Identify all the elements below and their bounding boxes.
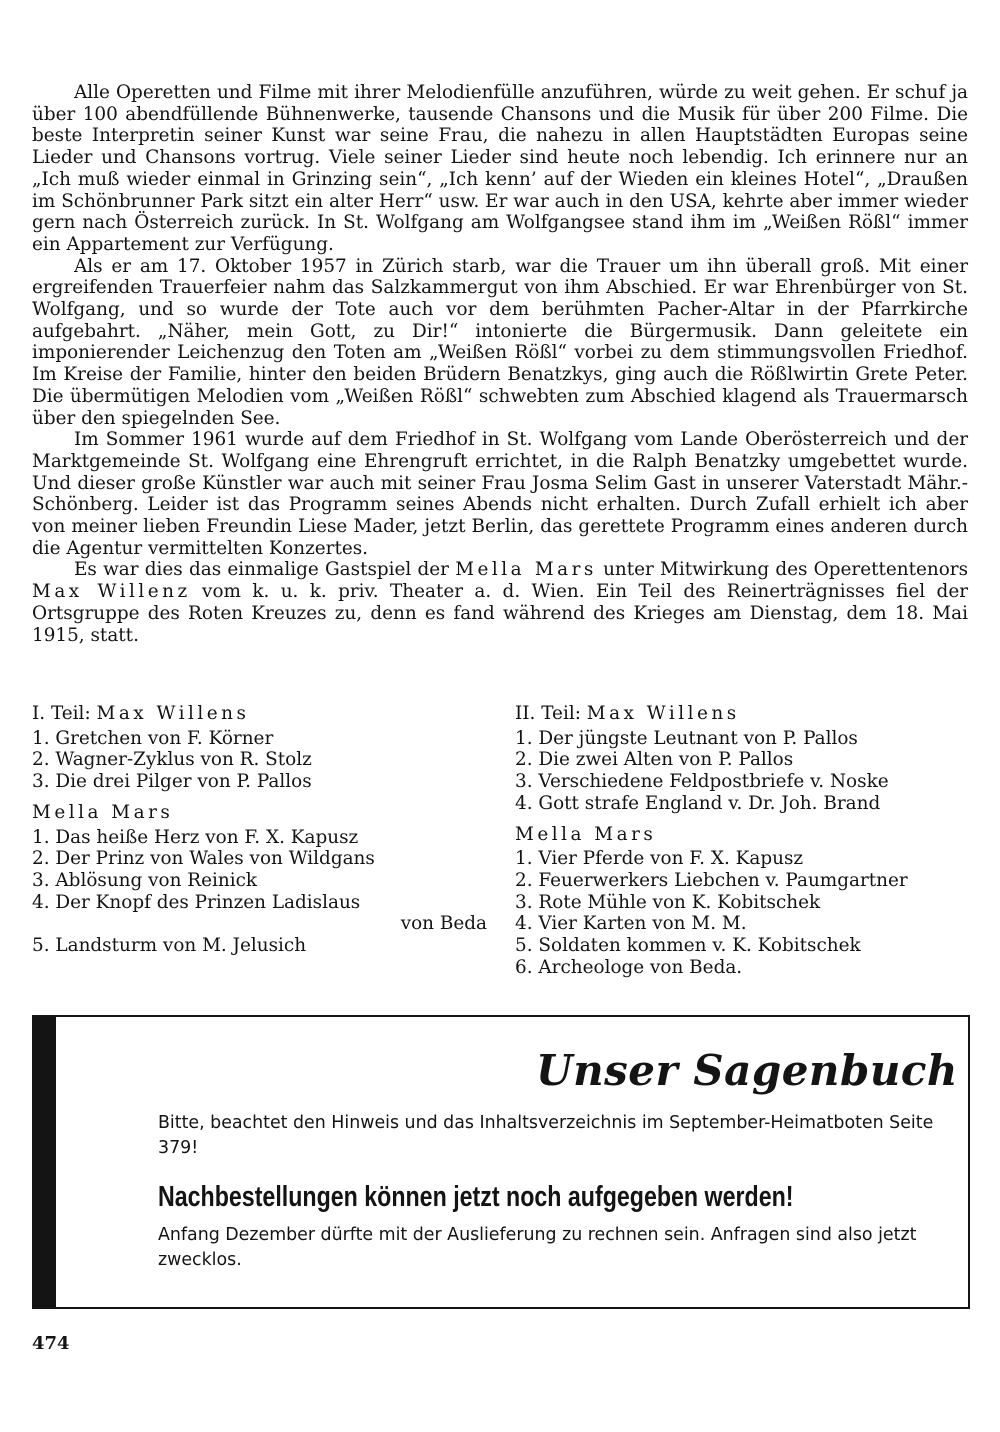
list-item: 2. Die zwei Alten von P. Pallos bbox=[515, 749, 794, 771]
list-item: 4. Vier Karten von M. M. bbox=[515, 913, 747, 935]
performer-name-max-willenz: Max Willenz bbox=[32, 581, 191, 603]
paragraph-4-part-c: vom k. u. k. priv. Theater a. d. Wien. Ein Teil des Reinerträgnisses fiel der Ortsgruppe des Roten Kreuzes zu, denn es fand während des Krieges am Dienstag, dem 18. Mai 1915, statt. bbox=[32, 581, 968, 646]
list-item: 5. Landsturm von M. Jelusich bbox=[32, 935, 307, 957]
part-two-list bbox=[515, 728, 970, 815]
paragraph-1: Alle Operetten und Filme mit ihrer Melodienfülle anzuführen, würde zu weit gehen. Er schuf ja über 100 abendfüllende Bühnenwerke, tausende Chansons und die Musik für über 200 Filme. Die beste Interpretin seiner Kunst war seine Frau, die nahezu in allen Hauptstädten Europas seine Lieder und Chansons vortrug. Viele seiner Lieder sind heute noch lebendig. Ich erinnere nur an „Ich muß wieder einmal in Grinzing sein“, „Ich kenn’ auf der Wieden ein kleines Hotel“, „Draußen im Schönbrunner Park sitzt ein alter Herr“ usw. Er war auch in den USA, kehrte aber immer wieder gern nach Österreich zurück. In St. Wolfgang am Wolfgangsee stand ihm im „Weißen Rößl“ immer ein Appartement zur Verfügung. bbox=[32, 82, 968, 255]
list-item: 3. Verschiedene Feldpostbriefe v. Noske bbox=[515, 771, 889, 793]
program-part-two-heading bbox=[515, 703, 970, 725]
program-part-one bbox=[32, 703, 487, 957]
part-one-list bbox=[32, 728, 487, 793]
list-item: 1. Vier Pferde von F. X. Kapusz bbox=[515, 848, 804, 870]
ad-headline: Nachbestellungen können jetzt noch aufgegeben werden! bbox=[158, 1181, 794, 1213]
paragraph-4 bbox=[32, 559, 968, 646]
list-item: 2. Feuerwerkers Liebchen v. Paumgartner bbox=[515, 869, 908, 891]
list-item: 4. Der Knopf des Prinzen Ladislaus bbox=[32, 891, 361, 913]
list-item: 2. Wagner-Zyklus von R. Stolz bbox=[32, 749, 312, 771]
part-two-performer: Max Willens bbox=[586, 703, 740, 724]
list-item: 1. Der jüngste Leutnant von P. Pallos bbox=[515, 727, 858, 749]
part-one-group-list bbox=[32, 827, 487, 957]
list-item: 3. Ablösung von Reinick bbox=[32, 869, 258, 891]
advertisement-box bbox=[32, 1015, 970, 1309]
paragraph-3: Im Sommer 1961 wurde auf dem Friedhof in St. Wolfgang vom Lande Oberösterreich und der Marktgemeinde St. Wolfgang eine Ehrengruft errichtet, in die Ralph Benatzky umgebettet wurde. Und dieser große Künstler war auch mit seiner Frau Josma Selim Gast in unserer Vaterstadt Mähr.-Schönberg. Leider ist das Programm seines Abends nicht erhalten. Durch Zufall erhielt ich aber von meiner lieben Freundin Liese Mader, jetzt Berlin, das gerettete Programm eines anderen durch die Agentur vermittelten Konzertes. bbox=[32, 429, 968, 559]
list-item: 1. Gretchen von F. Körner bbox=[32, 727, 274, 749]
list-item: 3. Die drei Pilger von P. Pallos bbox=[32, 771, 312, 793]
list-item: 5. Soldaten kommen v. K. Kobitschek bbox=[515, 935, 861, 957]
list-item: 6. Archeologe von Beda. bbox=[515, 956, 743, 978]
ad-notice: Bitte, beachtet den Hinweis und das Inhaltsverzeichnis im September-Heimatboten Seite 379! bbox=[158, 1113, 934, 1158]
paragraph-4-part-b: unter Mitwirkung des Operettentenors bbox=[596, 559, 969, 581]
paragraph-4-part-a: Es war dies das einmalige Gastspiel der bbox=[74, 559, 456, 581]
list-item: 3. Rote Mühle von K. Kobitschek bbox=[515, 891, 821, 913]
part-two-group-heading: Mella Mars bbox=[515, 823, 657, 845]
part-two-group-list bbox=[515, 848, 970, 978]
part-two-label: II. Teil: bbox=[515, 703, 587, 724]
ad-delivery-note: Anfang Dezember dürfte mit der Auslieferung zu rechnen sein. Anfragen sind also jetzt zwecklos. bbox=[158, 1225, 917, 1270]
part-one-performer: Max Willens bbox=[96, 703, 250, 724]
list-item: 1. Das heiße Herz von F. X. Kapusz bbox=[32, 826, 359, 848]
part-one-label: I. Teil: bbox=[32, 703, 97, 724]
ad-title: Unser Sagenbuch bbox=[536, 1046, 958, 1095]
program-part-one-heading bbox=[32, 703, 487, 725]
performer-name-mella-mars: Mella Mars bbox=[455, 559, 597, 581]
list-item-continuation: von Beda bbox=[400, 913, 487, 935]
program-part-two bbox=[515, 703, 970, 978]
page-number: 474 bbox=[32, 1333, 70, 1354]
paragraph-2: Als er am 17. Oktober 1957 in Zürich starb, war die Trauer um ihn überall groß. Mit einer ergreifenden Trauerfeier nahm das Salzkammergut von ihm Abschied. Er war Ehrenbürger von St. Wolfgang, und so wurde der Tote auch vor dem berühmten Pacher-Altar in der Pfarrkirche aufgebahrt. „Näher, mein Gott, zu Dir!“ intonierte die Bürgermusik. Dann geleitete ein imponierender Leichenzug den Toten am „Weißen Rößl“ vorbei zu dem stimmungsvollen Friedhof. Im Kreise der Familie, hinter den beiden Brüdern Benatzkys, ging auch die Rößlwirtin Grete Peter. Die übermütigen Melodien vom „Weißen Rößl“ schwebten zum Abschied klagend als Trauermarsch über den spiegelnden See. bbox=[32, 255, 968, 429]
article-text bbox=[32, 82, 968, 646]
list-item: 2. Der Prinz von Wales von Wildgans bbox=[32, 848, 375, 870]
list-item: 4. Gott strafe England v. Dr. Joh. Brand bbox=[515, 792, 881, 814]
part-one-group-heading: Mella Mars bbox=[32, 801, 174, 823]
